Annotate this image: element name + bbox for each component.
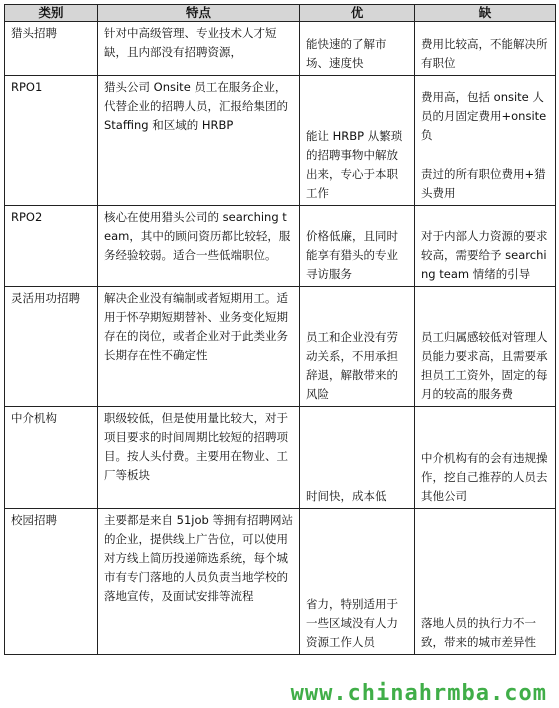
- cons-cell: [415, 206, 556, 287]
- cons-text: 中介机构有的会有违规操作，挖自己推荐的人员去其他公司: [421, 451, 548, 503]
- pros-cell: 员工和企业没有劳动关系，不用承担辞退，解散带来的风险: [300, 287, 415, 407]
- features-cell: 猎头公司 Onsite 员工在服务企业，代替企业的招聘人员，汇报给集团的 Staffing 和区域的 HRBP: [98, 76, 300, 206]
- header-features: 特点: [98, 5, 300, 22]
- features-cell: 核心在使用猎头公司的 searching team，其中的顾问资历都比较轻，服务经验较弱。适合一些低端职位。: [98, 206, 300, 287]
- cons-text: 员工归属感较低对管理人员能力要求高，且需要承担员工工资外，固定的每月的较高的服务费: [421, 330, 548, 401]
- pros-cell: 能快速的了解市场、速度快: [300, 22, 415, 76]
- cons-text: 落地人员的执行力不一致，带来的城市差异性: [421, 616, 536, 649]
- cons-cell: [415, 287, 556, 407]
- pros-cell: 时间快，成本低: [300, 407, 415, 509]
- watermark: www.chinahrmba.com: [290, 681, 547, 706]
- pros-cell: 省力，特别适用于一些区域没有人力资源工作人员: [300, 509, 415, 655]
- pros-cell: 价格低廉，且同时能享有猎头的专业寻访服务: [300, 206, 415, 287]
- table-row: [5, 407, 556, 509]
- features-cell: 针对中高级管理、专业技术人才短缺，且内部没有招聘资源，: [98, 22, 300, 76]
- cons-cell: [415, 407, 556, 509]
- header-row: [5, 5, 556, 22]
- header-category: 类别: [5, 5, 98, 22]
- category-cell: RPO1: [5, 76, 98, 206]
- header-pros: 优: [300, 5, 415, 22]
- features-cell: 解决企业没有编制或者短期用工。适用于怀孕期短期替补、业务变化短期存在的岗位，或者企业对于此类业务长期存在性不确定性: [98, 287, 300, 407]
- cons-text: 费用高，包括 onsite 人员的月固定费用+onsite 负: [421, 90, 547, 142]
- features-cell: 职级较低，但是使用量比较大，对于项目要求的时间周期比较短的招聘项目。按人头付费。主要用在物业、工厂等板块: [98, 407, 300, 509]
- cons-text: 费用比较高，不能解决所有职位: [421, 37, 548, 70]
- category-cell: 猎头招聘: [5, 22, 98, 76]
- cons-text-continued: 责过的所有职位费用+猎头费用: [421, 167, 546, 200]
- table-row: [5, 287, 556, 407]
- category-cell: 中介机构: [5, 407, 98, 509]
- table-row: [5, 76, 556, 206]
- table-row: [5, 509, 556, 655]
- category-cell: 灵活用功招聘: [5, 287, 98, 407]
- cons-cell: [415, 76, 556, 206]
- cons-cell: [415, 22, 556, 76]
- cons-text: 对于内部人力资源的要求较高，需要给予 searching team 情绪的引导: [421, 229, 548, 281]
- category-cell: RPO2: [5, 206, 98, 287]
- features-cell: 主要都是来自 51job 等拥有招聘网站的企业，提供线上广告位，可以使用对方线上简历投递筛选系统，每个城市有专门落地的人员负责当地学校的落地宣传，及面试安排等流程: [98, 509, 300, 655]
- cons-cell: [415, 509, 556, 655]
- table-row: [5, 22, 556, 76]
- comparison-table: [4, 4, 556, 655]
- table-row: [5, 206, 556, 287]
- header-cons: 缺: [415, 5, 556, 22]
- pros-cell: 能让 HRBP 从繁琐的招聘事物中解放出来，专心于本职工作: [300, 76, 415, 206]
- category-cell: 校园招聘: [5, 509, 98, 655]
